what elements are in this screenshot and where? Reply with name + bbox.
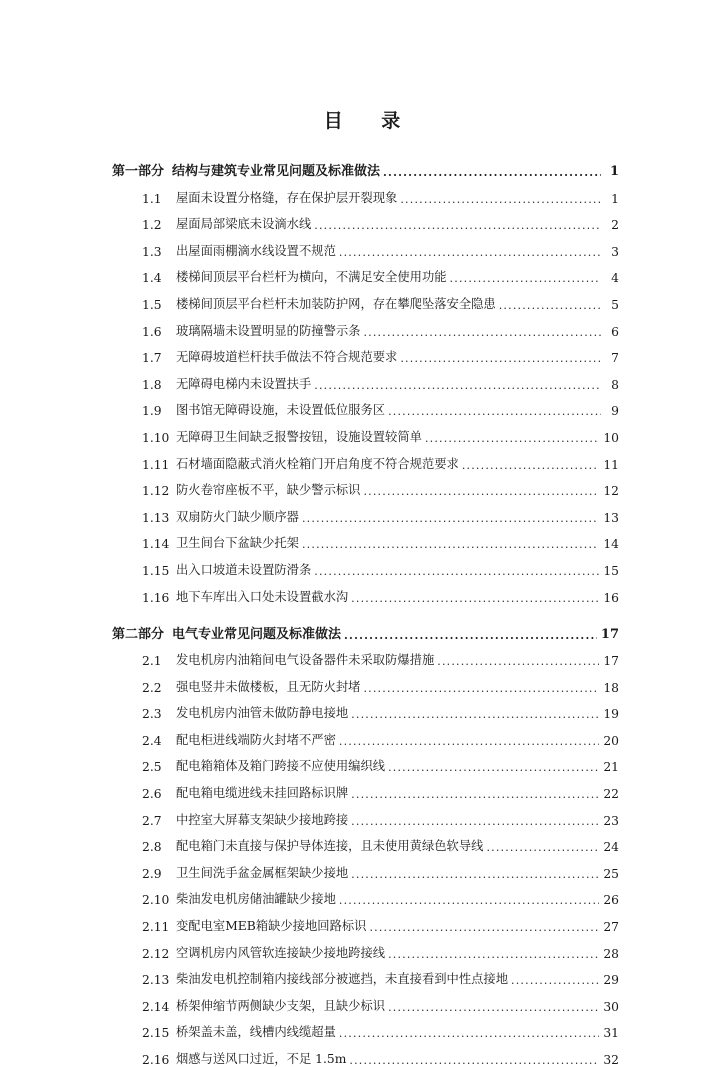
entry-text: 配电柜进线端防火封堵不严密 — [176, 732, 336, 747]
section-page-number: 17 — [600, 626, 619, 642]
entry-number: 1.12 — [142, 484, 170, 499]
toc-entry[interactable] — [112, 1014, 619, 1041]
toc-entry[interactable] — [112, 206, 619, 233]
entry-text: 配电箱箱体及箱门跨接不应使用编织线 — [176, 759, 386, 774]
toc-entry[interactable] — [112, 232, 619, 259]
dot-leader — [388, 405, 601, 418]
toc-entry[interactable] — [112, 934, 619, 961]
entry-text: 双扇防火门缺少顺序器 — [176, 509, 299, 524]
entry-number: 2.8 — [142, 840, 162, 855]
dot-leader — [388, 1001, 599, 1014]
toc-entry[interactable] — [112, 418, 619, 445]
toc-entry[interactable] — [112, 1040, 619, 1067]
toc-entry[interactable] — [112, 525, 619, 552]
dot-leader — [400, 352, 601, 365]
toc-entry[interactable] — [112, 445, 619, 472]
entry-page-number: 32 — [603, 1053, 619, 1067]
entry-page-number: 14 — [603, 537, 619, 552]
entry-number: 1.1 — [142, 191, 162, 206]
entry-page-number: 26 — [603, 893, 619, 908]
entry-number: 1.10 — [142, 430, 170, 445]
section-title: 电气专业常见问题及标准做法 — [172, 626, 342, 642]
toc-entry[interactable] — [112, 551, 619, 578]
dot-leader — [339, 735, 599, 748]
entry-page-number: 27 — [603, 920, 619, 935]
entry-text: 楼梯间顶层平台栏杆未加装防护网，存在攀爬坠落安全隐患 — [176, 296, 496, 311]
dot-leader — [302, 538, 599, 551]
dot-leader — [314, 219, 601, 232]
entry-page-number: 16 — [603, 590, 619, 605]
entry-text: 发电机房内油箱间电气设备器件未采取防爆措施 — [176, 653, 435, 668]
entry-number: 1.5 — [142, 297, 162, 312]
entry-page-number: 23 — [603, 813, 619, 828]
entry-page-number: 19 — [603, 707, 619, 722]
entry-number: 1.14 — [142, 537, 170, 552]
entry-text: 屋面未设置分格缝，存在保护层开裂现象 — [176, 190, 398, 205]
section-spacer — [112, 605, 619, 613]
entry-text: 发电机房内油管未做防静电接地 — [176, 706, 349, 721]
dot-leader — [388, 761, 599, 774]
toc-entry[interactable] — [112, 961, 619, 988]
entry-text: 无障碍坡道栏杆扶手做法不符合规范要求 — [176, 350, 398, 365]
entry-text: 变配电室MEB箱缺少接地回路标识 — [176, 919, 367, 934]
toc-entry[interactable] — [112, 642, 619, 669]
dot-leader — [351, 788, 599, 801]
dot-leader — [314, 379, 601, 392]
toc-entry[interactable] — [112, 472, 619, 499]
toc-entry[interactable] — [112, 668, 619, 695]
entry-page-number: 13 — [603, 510, 619, 525]
entry-number: 2.5 — [142, 760, 162, 775]
toc-entry[interactable] — [112, 365, 619, 392]
dot-leader — [388, 948, 599, 961]
entry-page-number: 5 — [611, 297, 619, 312]
entry-page-number: 3 — [611, 244, 619, 259]
entry-text: 无障碍电梯内未设置扶手 — [176, 376, 312, 391]
entry-number: 1.3 — [142, 244, 162, 259]
toc-entry[interactable] — [112, 828, 619, 855]
entry-page-number: 18 — [603, 680, 619, 695]
entry-number: 1.6 — [142, 324, 162, 339]
toc-entry[interactable] — [112, 312, 619, 339]
dot-leader — [486, 841, 599, 854]
entry-text: 卫生间洗手盆金属框架缺少接地 — [176, 865, 349, 880]
dot-leader — [339, 246, 601, 259]
entry-page-number: 29 — [603, 973, 619, 988]
entry-text: 出入口坡道未设置防滑条 — [176, 562, 312, 577]
entry-page-number: 28 — [603, 946, 619, 961]
entry-number: 2.14 — [142, 999, 170, 1014]
entry-page-number: 6 — [611, 324, 619, 339]
entry-page-number: 20 — [603, 733, 619, 748]
entry-page-number: 2 — [611, 218, 619, 233]
entry-text: 桥架盖未盖，线槽内线缆超量 — [176, 1025, 336, 1040]
entry-number: 2.12 — [142, 946, 170, 961]
entry-page-number: 10 — [603, 430, 619, 445]
entry-text: 强电竖井未做楼板，且无防火封堵 — [176, 679, 361, 694]
entry-page-number: 7 — [611, 351, 619, 366]
toc-entry[interactable] — [112, 339, 619, 366]
toc-section-1[interactable] — [112, 155, 619, 179]
entry-number: 2.13 — [142, 973, 170, 988]
entry-text: 地下车库出入口处未设置截水沟 — [176, 589, 349, 604]
toc-entry[interactable] — [112, 801, 619, 828]
section-page-number: 1 — [609, 164, 619, 179]
dot-leader — [339, 1027, 599, 1040]
entry-text: 石材墙面隐蔽式消火栓箱门开启角度不符合规范要求 — [176, 456, 459, 471]
toc-entry[interactable] — [112, 498, 619, 525]
entry-number: 1.7 — [142, 351, 162, 366]
entry-text: 楼梯间顶层平台栏杆为横向，不满足安全使用功能 — [176, 270, 447, 285]
entry-text: 柴油发电机房储油罐缺少接地 — [176, 892, 336, 907]
dot-leader — [450, 272, 601, 285]
dot-leader — [425, 432, 599, 445]
toc-entry[interactable] — [112, 392, 619, 419]
entry-text: 无障碍卫生间缺乏报警按钮，设施设置较简单 — [176, 429, 422, 444]
section-label: 第一部分 — [112, 164, 165, 179]
entry-text: 卫生间台下盆缺少托架 — [176, 536, 299, 551]
entry-text: 图书馆无障碍设施，未设置低位服务区 — [176, 403, 386, 418]
section-label: 第二部分 — [112, 626, 165, 642]
entry-page-number: 24 — [603, 840, 619, 855]
dot-leader — [462, 459, 600, 472]
entry-text: 出屋面雨棚滴水线设置不规范 — [176, 243, 336, 258]
entry-number: 2.4 — [142, 733, 162, 748]
toc-entry[interactable] — [112, 179, 619, 206]
toc-entry[interactable] — [112, 259, 619, 286]
dot-leader — [351, 815, 599, 828]
entry-page-number: 25 — [603, 866, 619, 881]
entry-text: 防火卷帘座板不平，缺少警示标识 — [176, 483, 361, 498]
entry-number: 2.1 — [142, 654, 162, 669]
entry-page-number: 12 — [603, 484, 619, 499]
toc-entry[interactable] — [112, 578, 619, 605]
dot-leader — [363, 682, 599, 695]
entry-page-number: 21 — [603, 760, 619, 775]
dot-leader — [363, 326, 601, 339]
entry-text: 烟感与送风口过近，不足 1.5m — [176, 1052, 347, 1066]
dot-leader — [351, 868, 599, 881]
entry-page-number: 17 — [603, 654, 619, 669]
entry-text: 中控室大屏幕支架缺少接地跨接 — [176, 812, 349, 827]
entry-number: 2.9 — [142, 866, 162, 881]
dot-leader — [339, 894, 599, 907]
dot-leader — [302, 512, 599, 525]
toc-section-2[interactable] — [112, 613, 619, 642]
entry-number: 2.10 — [142, 893, 170, 908]
dot-leader — [400, 193, 601, 206]
toc-entry[interactable] — [112, 854, 619, 881]
dot-leader — [363, 485, 599, 498]
entry-text: 桥架伸缩节两侧缺少支架，且缺少标识 — [176, 998, 386, 1013]
toc-entry[interactable] — [112, 695, 619, 722]
entry-page-number: 9 — [611, 404, 619, 419]
entry-page-number: 11 — [603, 457, 619, 472]
dot-leader — [369, 921, 599, 934]
dot-leader — [499, 299, 601, 312]
dot-leader — [437, 655, 599, 668]
entry-text: 玻璃隔墙未设置明显的防撞警示条 — [176, 323, 361, 338]
dot-leader — [349, 1054, 599, 1067]
entry-page-number: 4 — [611, 271, 619, 286]
entry-page-number: 1 — [611, 191, 619, 206]
entry-number: 2.15 — [142, 1026, 170, 1041]
entry-page-number: 22 — [603, 787, 619, 802]
toc-entry[interactable] — [112, 774, 619, 801]
entry-page-number: 8 — [611, 377, 619, 392]
entry-text: 配电箱门未直接与保护导体连接，且未使用黄绿色软导线 — [176, 839, 484, 854]
toc-entry[interactable] — [112, 748, 619, 775]
entry-number: 1.8 — [142, 377, 162, 392]
entry-text: 屋面局部梁底未设滴水线 — [176, 217, 312, 232]
entry-number: 1.16 — [142, 590, 170, 605]
entry-number: 2.3 — [142, 707, 162, 722]
entry-number: 2.6 — [142, 787, 162, 802]
dot-leader — [351, 592, 599, 605]
entry-number: 1.11 — [142, 457, 170, 472]
entry-page-number: 15 — [603, 563, 619, 578]
dot-leader — [344, 629, 597, 642]
table-of-contents — [112, 155, 619, 1067]
entry-number: 2.11 — [142, 920, 170, 935]
toc-entry[interactable] — [112, 721, 619, 748]
entry-number: 1.2 — [142, 218, 162, 233]
entry-text: 空调机房内风管软连接缺少接地跨接线 — [176, 945, 386, 960]
dot-leader — [314, 565, 599, 578]
dot-leader — [511, 974, 599, 987]
entry-number: 2.2 — [142, 680, 162, 695]
entry-page-number: 30 — [603, 999, 619, 1014]
dot-leader — [351, 708, 599, 721]
entry-number: 1.4 — [142, 271, 162, 286]
toc-entry[interactable] — [112, 987, 619, 1014]
entry-number: 2.16 — [142, 1053, 170, 1067]
entry-page-number: 31 — [603, 1026, 619, 1041]
entry-text: 柴油发电机控制箱内接线部分被遮挡，未直接看到中性点接地 — [176, 972, 509, 987]
toc-entry[interactable] — [112, 907, 619, 934]
toc-entry[interactable] — [112, 881, 619, 908]
entry-number: 1.9 — [142, 404, 162, 419]
entry-number: 2.7 — [142, 813, 162, 828]
entry-text: 配电箱电缆进线未挂回路标识牌 — [176, 786, 349, 801]
entry-number: 1.13 — [142, 510, 170, 525]
section-title: 结构与建筑专业常见问题及标准做法 — [172, 164, 381, 179]
page-title: 目 录 — [323, 110, 417, 132]
entry-number: 1.15 — [142, 563, 170, 578]
toc-entry[interactable] — [112, 285, 619, 312]
dot-leader — [383, 166, 601, 179]
